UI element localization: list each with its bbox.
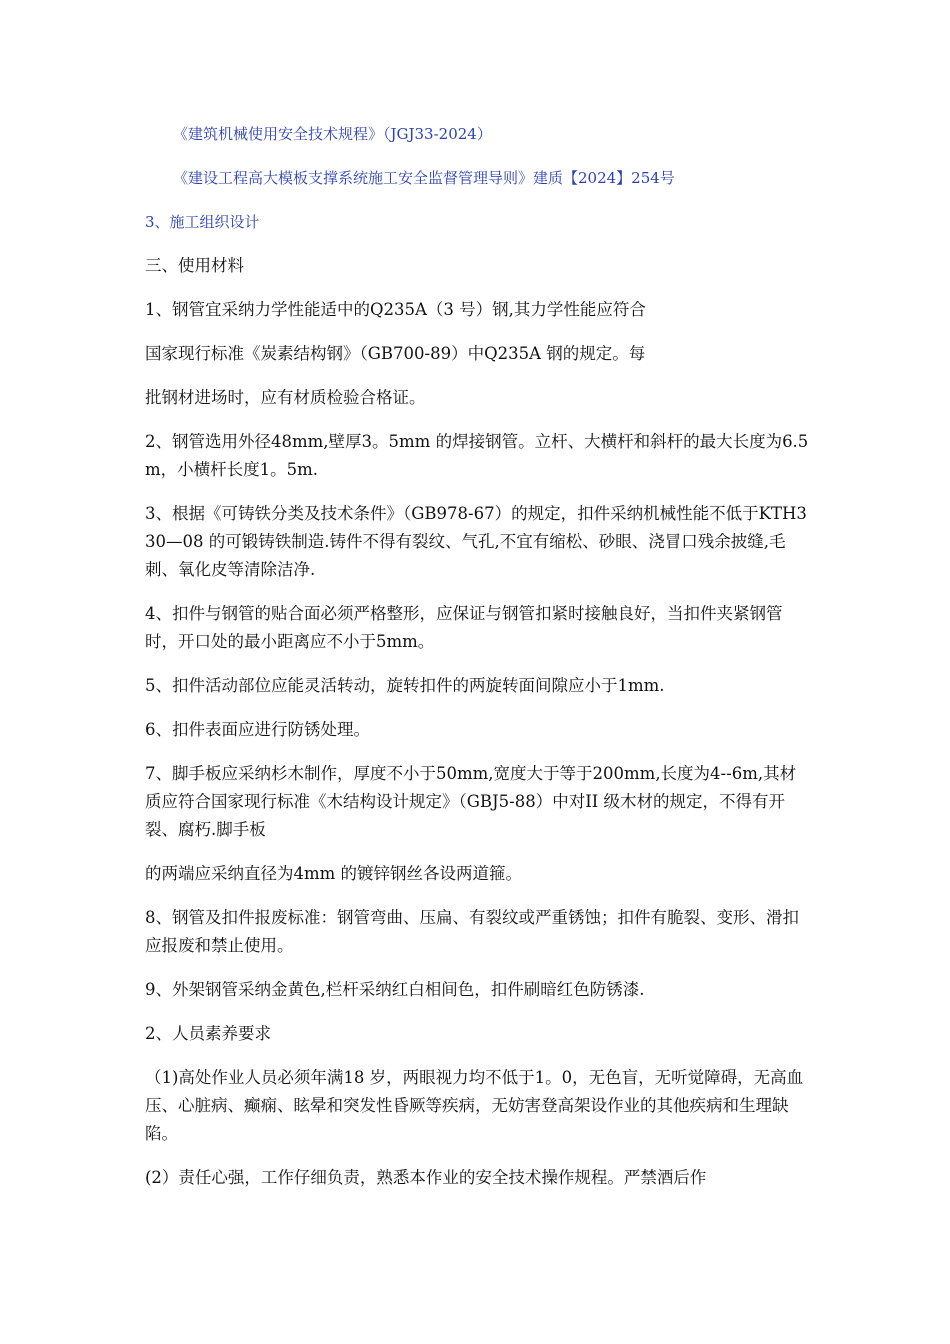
- reference-guideline-254: 《建设工程高大模板支撑系统施工安全监督管理导则》建质【2024】254号: [173, 169, 675, 187]
- material-item-5: 5、扣件活动部位应能灵活转动，旋转扣件的两旋转面间隙应小于1mm.: [145, 676, 665, 695]
- material-item-9: 9、外架钢管采纳金黄色,栏杆采纳红白相间色，扣件刷暗红色防锈漆.: [145, 980, 645, 999]
- material-item-4: 4、扣件与钢管的贴合面必须严格整形，应保证与钢管扣紧时接触良好，当扣件夹紧钢管时，开口处的最小距离应不小于5mm。: [145, 604, 783, 651]
- material-item-1-line-3: 批钢材进场时，应有材质检验合格证。: [145, 388, 426, 407]
- personnel-item-1: （1)高处作业人员必须年满18 岁，两眼视力均不低于1。0，无色盲，无听觉障碍，无高血压、心脏病、癫痫、眩晕和突发性昏厥等疾病，无妨害登高架设作业的其他疾病和生理缺陷。: [145, 1068, 804, 1143]
- material-item-2: 2、钢管选用外径48mm,壁厚3。5mm 的焊接钢管。立杆、大横杆和斜杆的最大长度为6.5m，小横杆长度1。5m.: [145, 432, 809, 479]
- section-heading-personnel: 2、人员素养要求: [145, 1024, 271, 1043]
- reference-construction-design: 3、施工组织设计: [145, 213, 260, 231]
- material-item-6: 6、扣件表面应进行防锈处理。: [145, 720, 370, 739]
- material-item-7-continued: 的两端应采纳直径为4mm 的镀锌钢丝各设两道箍。: [145, 864, 523, 883]
- personnel-item-2: (2）责任心强，工作仔细负责，熟悉本作业的安全技术操作规程。严禁酒后作: [145, 1168, 707, 1187]
- material-item-7: 7、脚手板应采纳杉木制作，厚度不小于50mm,宽度大于等于200mm,长度为4--6m,其材质应符合国家现行标准《木结构设计规定》（GBJ5-88）中对II 级木材的规定，不得有开裂、腐朽.脚手板: [145, 764, 797, 839]
- reference-jgj33: 《建筑机械使用安全技术规程》（JGJ33-2024）: [173, 125, 492, 143]
- material-item-3: 3、根据《可铸铁分类及技术条件》（GB978-67）的规定，扣件采纳机械性能不低于KTH330—08 的可锻铸铁制造.铸件不得有裂纹、气孔,不宜有缩松、砂眼、浇冒口残余披缝,毛刺、氧化皮等清除洁净.: [145, 504, 807, 579]
- material-item-1-line-2: 国家现行标准《炭素结构钢》（GB700-89）中Q235A 钢的规定。每: [145, 344, 646, 363]
- material-item-8: 8、钢管及扣件报废标准：钢管弯曲、压扁、有裂纹或严重锈蚀；扣件有脆裂、变形、滑扣应报废和禁止使用。: [145, 908, 799, 955]
- section-heading-materials: 三、使用材料: [145, 256, 244, 275]
- document-body: [145, 120, 810, 1208]
- material-item-1-line-1: 1、钢管宜采纳力学性能适中的Q235A（3 号）钢,其力学性能应符合: [145, 300, 646, 319]
